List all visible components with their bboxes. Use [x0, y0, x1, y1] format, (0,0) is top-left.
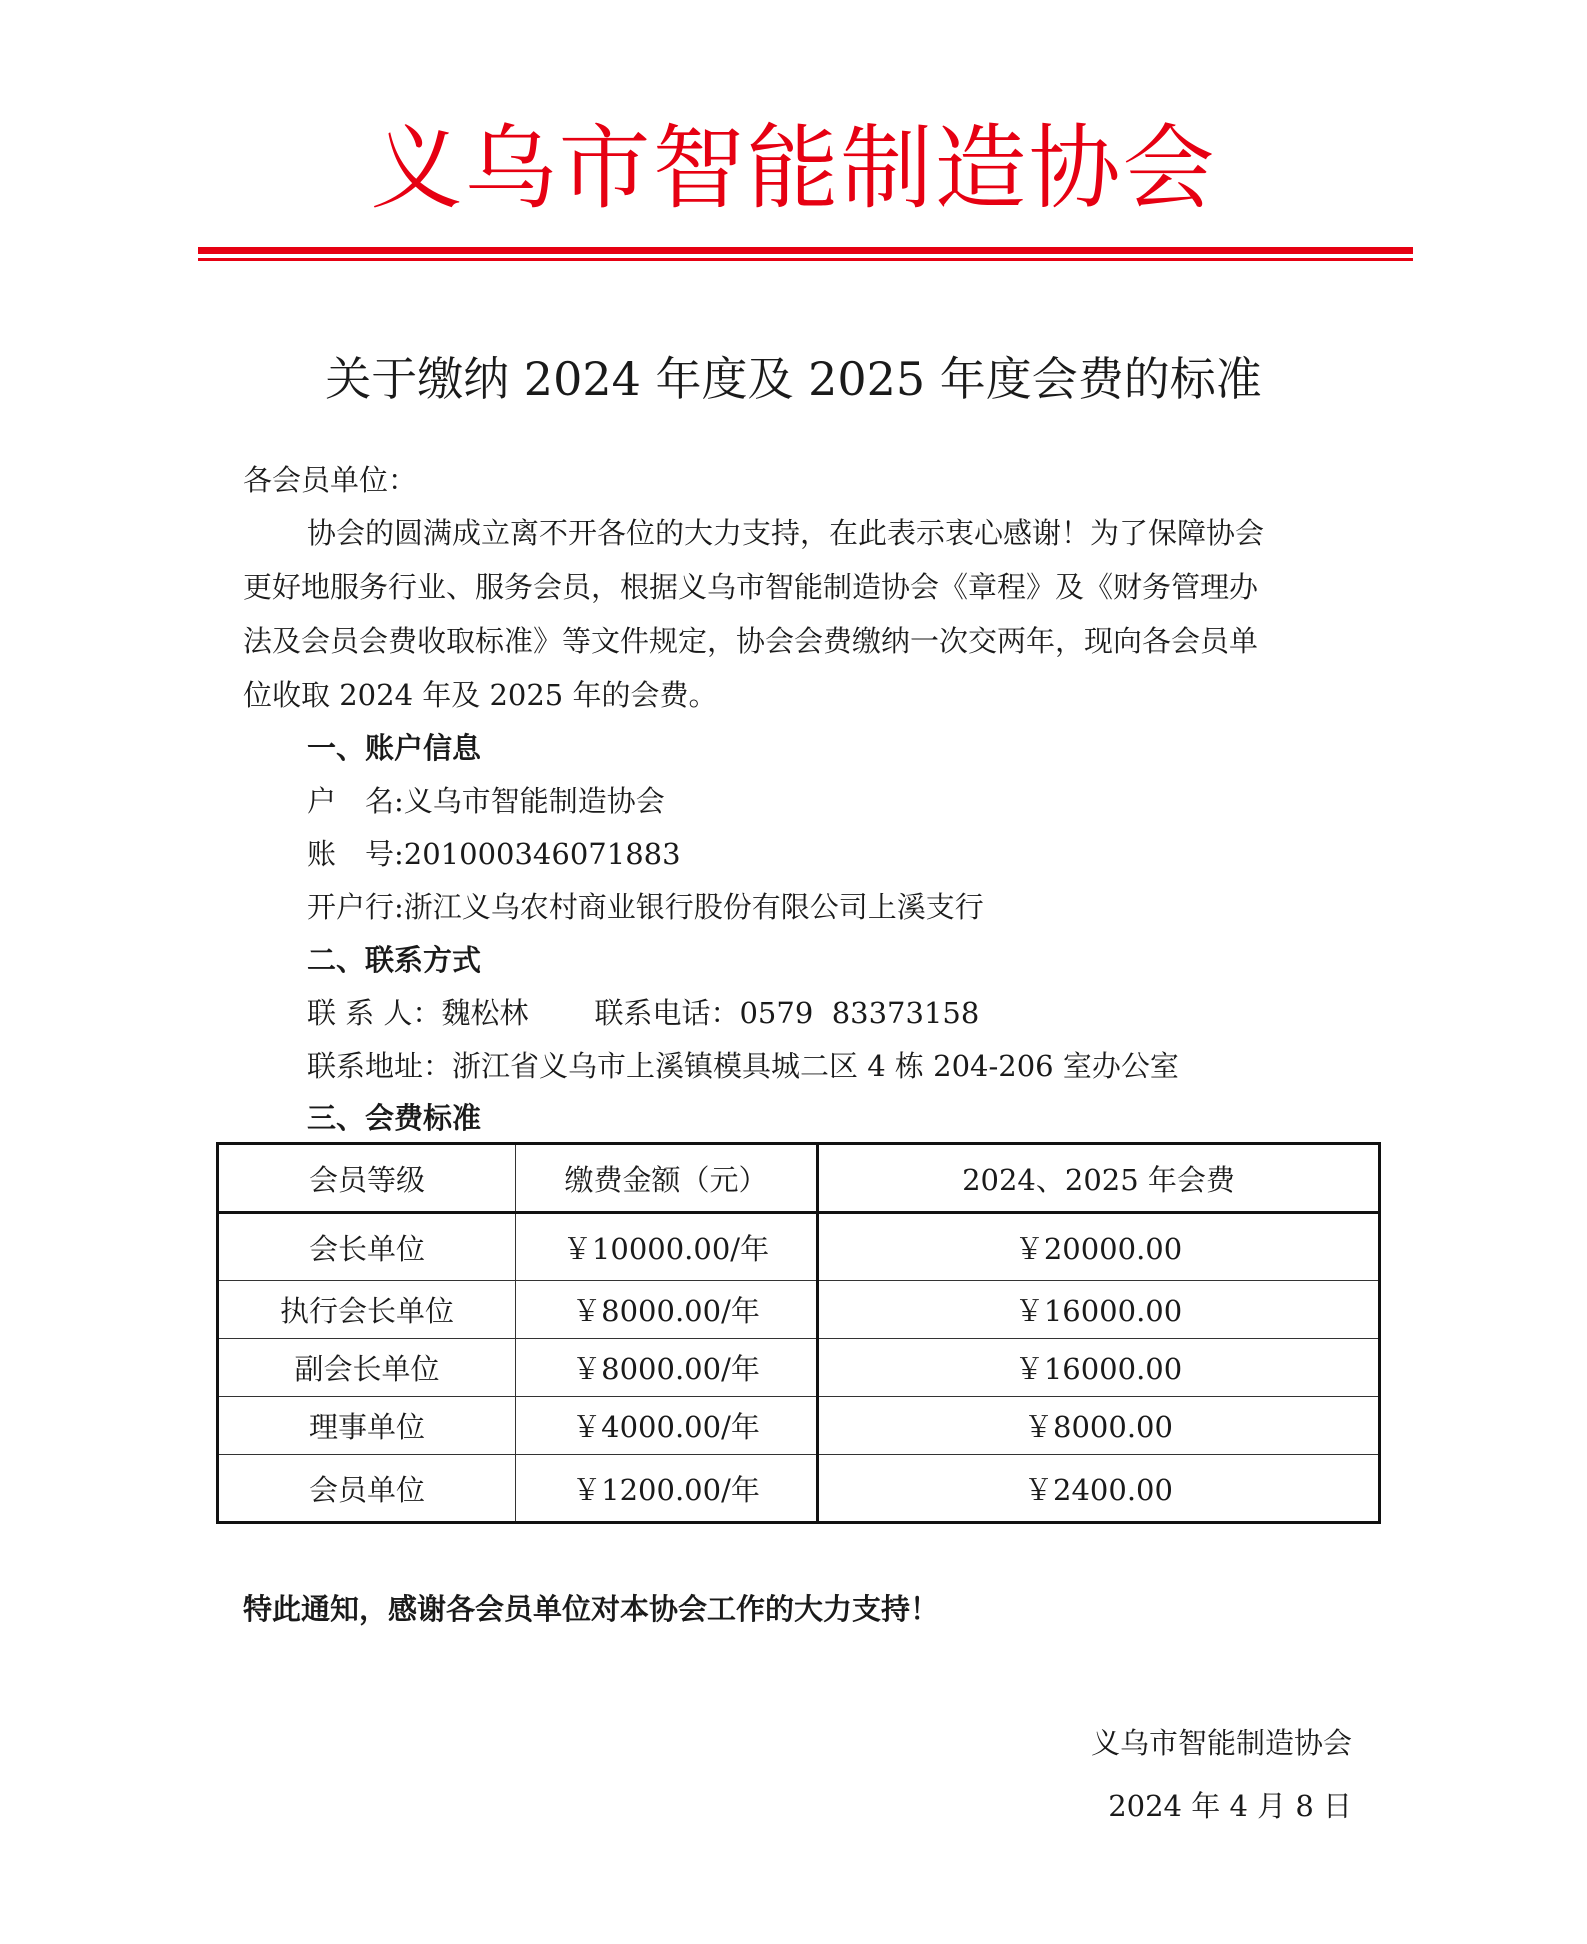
account-number-label: 账 号: — [307, 837, 404, 871]
fee-standard-table — [216, 1142, 1381, 1524]
table-cell: 会长单位 — [218, 1213, 516, 1281]
body-line: 法及会员会费收取标准》等文件规定，协会会费缴纳一次交两年，现向各会员单 — [243, 624, 1259, 658]
signature-org: 义乌市智能制造协会 — [1090, 1726, 1352, 1760]
table-cell: ￥8000.00/年 — [516, 1281, 818, 1339]
account-bank-value: 浙江义乌农村商业银行股份有限公司上溪支行 — [403, 890, 984, 924]
letterhead-rule-thick — [198, 247, 1413, 254]
signature-date: 2024 年 4 月 8 日 — [1108, 1789, 1352, 1823]
table-cell: ￥1200.00/年 — [516, 1455, 818, 1523]
table-row — [218, 1455, 1380, 1523]
table-cell: ￥2400.00 — [818, 1455, 1380, 1523]
contact-phone-label: 联系电话： — [594, 996, 740, 1030]
table-cell: ￥8000.00 — [818, 1397, 1380, 1455]
table-cell: 理事单位 — [218, 1397, 516, 1455]
table-cell: ￥16000.00 — [818, 1281, 1380, 1339]
contact-address-label: 联系地址： — [307, 1049, 453, 1083]
document-title: 关于缴纳 2024 年度及 2025 年度会费的标准 — [325, 352, 1262, 406]
body-line: 更好地服务行业、服务会员，根据义乌市智能制造协会《章程》及《财务管理办 — [243, 570, 1259, 604]
account-number-row — [307, 836, 681, 872]
org-letterhead: 义乌市智能制造协会 — [370, 115, 1217, 222]
body-line: 位收取 2024 年及 2025 年的会费。 — [243, 678, 718, 712]
contact-person-label: 联 系 人： — [307, 996, 442, 1030]
table-cell: ￥20000.00 — [818, 1213, 1380, 1281]
account-name-value: 义乌市智能制造协会 — [403, 784, 665, 818]
account-number-value: 201000346071883 — [403, 837, 681, 871]
table-header-cell: 2024、2025 年会费 — [818, 1144, 1380, 1213]
section-heading-fees: 三、会费标准 — [307, 1101, 482, 1135]
contact-address-value: 浙江省义乌市上溪镇模具城二区 4 栋 204-206 室办公室 — [452, 1049, 1179, 1083]
table-row — [218, 1213, 1380, 1281]
table-cell: ￥16000.00 — [818, 1339, 1380, 1397]
table-header-row — [218, 1144, 1380, 1213]
table-row — [218, 1339, 1380, 1397]
section-heading-contact: 二、联系方式 — [307, 943, 482, 977]
account-bank-label: 开户行: — [307, 890, 404, 924]
contact-phone-value: 0579 83373158 — [739, 996, 980, 1030]
table-row — [218, 1281, 1380, 1339]
account-name-row — [307, 783, 665, 819]
salutation: 各会员单位： — [243, 463, 418, 497]
table-cell: 副会长单位 — [218, 1339, 516, 1397]
table-cell: ￥8000.00/年 — [516, 1339, 818, 1397]
closing-statement: 特此通知，感谢各会员单位对本协会工作的大力支持！ — [243, 1592, 940, 1626]
table-cell: 会员单位 — [218, 1455, 516, 1523]
account-name-label: 户 名: — [307, 784, 404, 818]
letterhead-rule-thin — [198, 258, 1413, 261]
table-header-cell: 会员等级 — [218, 1144, 516, 1213]
contact-person-row — [307, 995, 979, 1031]
table-cell: ￥4000.00/年 — [516, 1397, 818, 1455]
table-cell: ￥10000.00/年 — [516, 1213, 818, 1281]
contact-person-value: 魏松林 — [441, 996, 529, 1030]
account-bank-row — [307, 889, 984, 925]
contact-address-row — [307, 1048, 1179, 1084]
table-header-cell: 缴费金额（元） — [516, 1144, 818, 1213]
table-row — [218, 1397, 1380, 1455]
section-heading-account: 一、账户信息 — [307, 731, 482, 765]
table-cell: 执行会长单位 — [218, 1281, 516, 1339]
body-line: 协会的圆满成立离不开各位的大力支持，在此表示衷心感谢！为了保障协会 — [307, 516, 1265, 550]
